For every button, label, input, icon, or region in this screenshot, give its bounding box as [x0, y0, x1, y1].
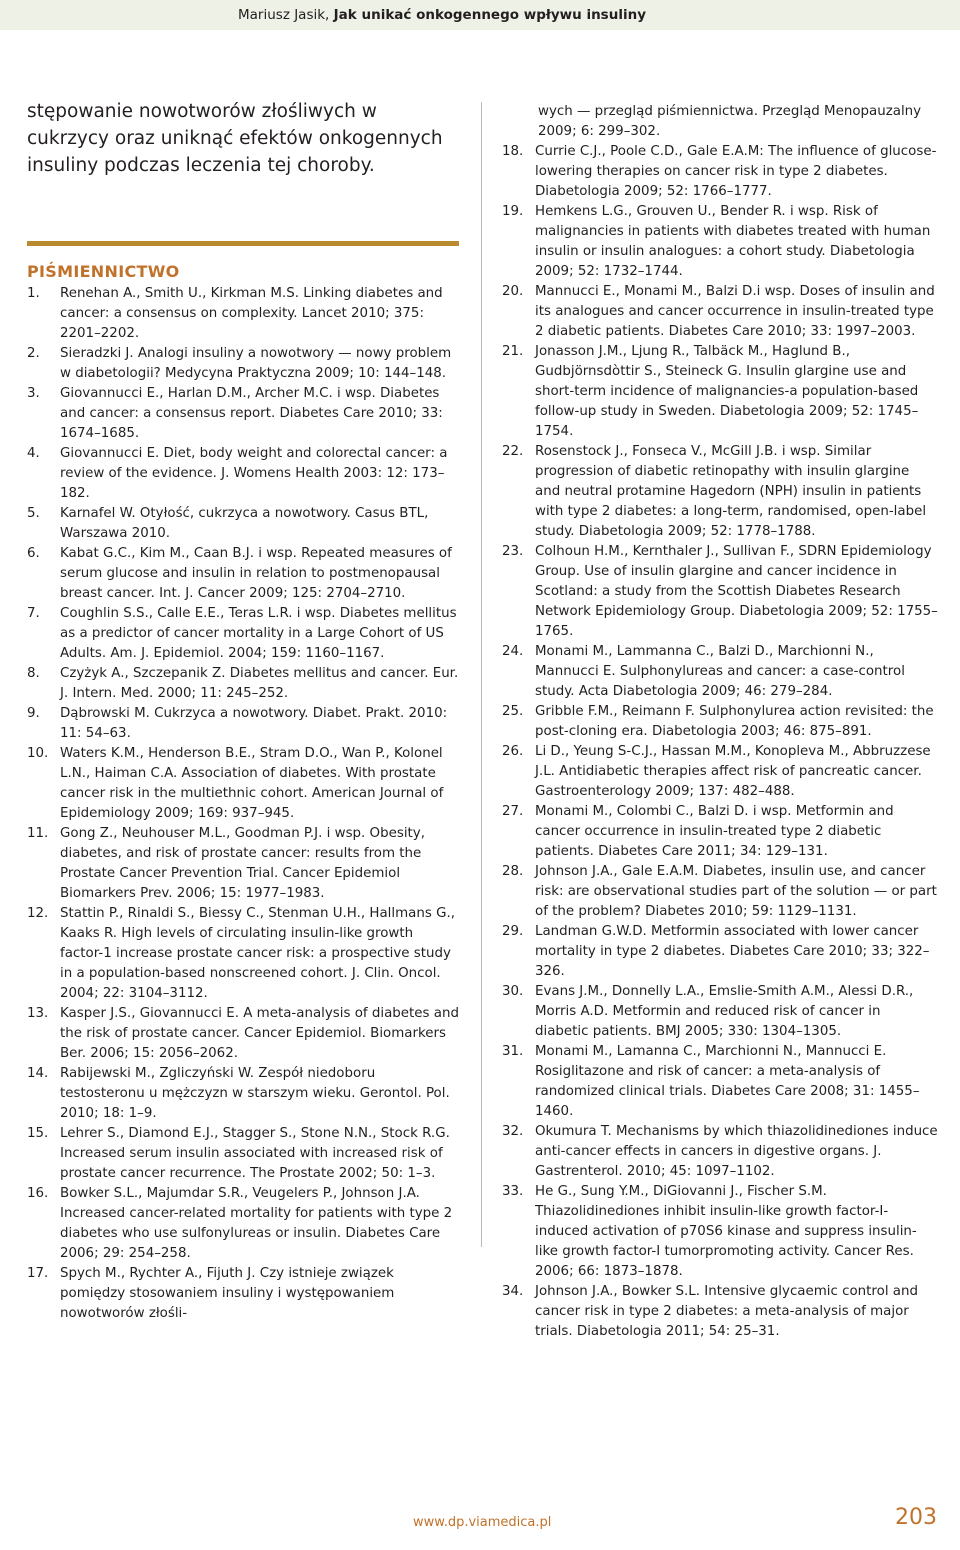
reference-continuation: wych — przegląd piśmiennictwa. Przegląd Menopauzalny 2009; 6: 299–302. [538, 104, 922, 139]
reference-item [27, 544, 459, 604]
reference-number: 17. [27, 1266, 49, 1281]
running-header-text [238, 7, 646, 23]
reference-item [502, 202, 938, 282]
reference-text: Monami M., Colombi C., Balzi D. i wsp. Metformin and cancer occurrence in insulin-treated type 2 diabetic patients. Diabetes Care 2011; 34: 129–131. [535, 804, 894, 859]
reference-text: Currie C.J., Poole C.D., Gale E.A.M: The influence of glucose-lowering therapies on cancer risk in type 2 diabetes. Diabetologia 2009; 52: 1766–1777. [535, 144, 937, 199]
reference-number: 27. [502, 804, 524, 819]
reference-number: 25. [502, 704, 524, 719]
page-number: 203 [895, 1505, 937, 1530]
references-heading: PIŚMIENNICTWO [27, 262, 180, 281]
references-list-left [27, 284, 459, 1324]
reference-number: 6. [27, 546, 40, 561]
reference-number: 3. [27, 386, 40, 401]
reference-item [27, 384, 459, 444]
reference-text: Rosenstock J., Fonseca V., McGill J.B. i wsp. Similar progression of diabetic retinopathy with insulin glargine and neutral protamine Hagedorn (NPH) insulin in patients with type 2 diabetes: a long-term, randomised, open-label study. Diabetologia 2009; 52: 1778–1788. [535, 444, 927, 539]
section-divider [27, 241, 459, 246]
reference-item [502, 542, 938, 642]
running-header [0, 0, 960, 30]
reference-item [502, 862, 938, 922]
reference-text: Czyżyk A., Szczepanik Z. Diabetes mellitus and cancer. Eur. J. Intern. Med. 2000; 11: 245–252. [60, 666, 459, 701]
reference-text: Johnson J.A., Bowker S.L. Intensive glycaemic control and cancer risk in type 2 diabetes: a meta-analysis of major trials. Diabetologia 2011; 54: 25–31. [535, 1284, 918, 1339]
reference-number: 16. [27, 1186, 49, 1201]
reference-item [27, 444, 459, 504]
reference-item [502, 1182, 938, 1282]
reference-text: Dąbrowski M. Cukrzyca a nowotwory. Diabet. Prakt. 2010: 11: 54–63. [60, 706, 448, 741]
reference-number: 2. [27, 346, 40, 361]
reference-item [502, 1122, 938, 1182]
reference-number: 18. [502, 144, 524, 159]
reference-text: Spych M., Rychter A., Fijuth J. Czy istnieje związek pomiędzy stosowaniem insuliny i występowaniem nowotworów złośli- [60, 1266, 395, 1321]
reference-item [27, 504, 459, 544]
reference-number: 10. [27, 746, 49, 761]
reference-text: Okumura T. Mechanisms by which thiazolidinediones induce anti-cancer effects in cancers in digestive organs. J. Gastrenterol. 2010; 45: 1097–1102. [535, 1124, 938, 1179]
reference-number: 20. [502, 284, 524, 299]
reference-item [27, 1184, 459, 1264]
reference-number: 19. [502, 204, 524, 219]
reference-text: Monami M., Lammanna C., Balzi D., Marchionni N., Mannucci E. Sulphonylureas and cancer: a case-control study. Acta Diabetologia 2009; 46: 279–284. [535, 644, 905, 699]
journal-url[interactable]: www.dp.viamedica.pl [413, 1515, 552, 1530]
reference-text: Jonasson J.M., Ljung R., Talbäck M., Haglund B., Gudbjörnsdòttir S., Steineck G. Insulin glargine use and short-term incidence of malignancies-a population-based follow-up study in Sweden. Diabetologia 2009; 52: 1745–1754. [535, 344, 919, 439]
reference-item [27, 1064, 459, 1124]
reference-text: Rabijewski M., Zgliczyński W. Zespół niedoboru testosteronu u mężczyzn w starszym wieku. Gerontol. Pol. 2010; 18: 1–9. [60, 1066, 450, 1121]
reference-text: Li D., Yeung S-C.J., Hassan M.M., Konopleva M., Abbruzzese J.L. Antidiabetic therapies affect risk of pancreatic cancer. Gastroenterology 2009; 137: 482–488. [535, 744, 931, 799]
reference-number: 24. [502, 644, 524, 659]
reference-text: Giovannucci E., Harlan D.M., Archer M.C. i wsp. Diabetes and cancer: a consensus report. Diabetes Care 2010; 33: 1674–1685. [60, 386, 443, 441]
reference-number: 5. [27, 506, 40, 521]
reference-item [502, 142, 938, 202]
reference-text: Mannucci E., Monami M., Balzi D.i wsp. Doses of insulin and its analogues and cancer occurrence in insulin-treated type 2 diabetic patients. Diabetes Care 2010; 33: 1997–2003. [535, 284, 935, 339]
reference-number: 22. [502, 444, 524, 459]
reference-number: 31. [502, 1044, 524, 1059]
header-title: Jak unikać onkogennego wpływu insuliny [333, 7, 646, 23]
references-list-right [502, 142, 938, 1342]
reference-number: 13. [27, 1006, 49, 1021]
reference-item [502, 282, 938, 342]
reference-item [27, 1124, 459, 1184]
reference-text: Renehan A., Smith U., Kirkman M.S. Linking diabetes and cancer: a consensus on complexity. Lancet 2010; 375: 2201–2202. [60, 286, 443, 341]
reference-item [502, 1042, 938, 1122]
reference-item [27, 284, 459, 344]
reference-number: 28. [502, 864, 524, 879]
reference-number: 26. [502, 744, 524, 759]
reference-item [502, 742, 938, 802]
reference-number: 30. [502, 984, 524, 999]
reference-number: 1. [27, 286, 40, 301]
reference-item [27, 664, 459, 704]
reference-item [27, 704, 459, 744]
reference-text: Kabat G.C., Kim M., Caan B.J. i wsp. Repeated measures of serum glucose and insulin in relation to postmenopausal breast cancer. Int. J. Cancer 2009; 125: 2704–2710. [60, 546, 452, 601]
reference-text: Karnafel W. Otyłość, cukrzyca a nowotwory. Casus BTL, Warszawa 2010. [60, 506, 429, 541]
reference-number: 29. [502, 924, 524, 939]
reference-text: Sieradzki J. Analogi insuliny a nowotwory — nowy problem w diabetologii? Medycyna Praktyczna 2009; 10: 144–148. [60, 346, 452, 381]
reference-text: Colhoun H.M., Kernthaler J., Sullivan F., SDRN Epidemiology Group. Use of insulin glargine and cancer incidence in Scotland: a study from the Scottish Diabetes Research Network Epidemiology Group. Diabetologia 2009; 52: 1755–1765. [535, 544, 938, 639]
right-column [502, 102, 938, 1342]
reference-item [27, 1264, 459, 1324]
reference-text: Giovannucci E. Diet, body weight and colorectal cancer: a review of the evidence. J. Womens Health 2003: 12: 173–182. [60, 446, 448, 501]
reference-text: Landman G.W.D. Metformin associated with lower cancer mortality in type 2 diabetes. Diabetes Care 2010; 33; 322–326. [535, 924, 930, 979]
reference-item [502, 802, 938, 862]
reference-text: Waters K.M., Henderson B.E., Stram D.O., Wan P., Kolonel L.N., Haiman C.A. Association of diabetes. With prostate cancer risk in the multiethnic cohort. American Journal of Epidemiology 2009; 169: 937–945. [60, 746, 444, 821]
left-column [27, 98, 459, 179]
reference-text: Monami M., Lamanna C., Marchionni N., Mannucci E. Rosiglitazone and risk of cancer: a meta-analysis of randomized clinical trials. Diabetes Care 2008; 31: 1455–1460. [535, 1044, 920, 1119]
reference-text: Evans J.M., Donnelly L.A., Emslie-Smith A.M., Alessi D.R., Morris A.D. Metformin and reduced risk of cancer in diabetic patients. BMJ 2005; 330: 1304–1305. [535, 984, 914, 1039]
reference-text: He G., Sung Y.M., DiGiovanni J., Fischer S.M. Thiazolidinediones inhibit insulin-like growth factor-I-induced activation of p70S6 kinase and suppress insulin-like growth factor-I tumorpromoting activity. Cancer Res. 2006; 66: 1873–1878. [535, 1184, 917, 1279]
reference-number: 15. [27, 1126, 49, 1141]
reference-number: 21. [502, 344, 524, 359]
reference-number: 12. [27, 906, 49, 921]
reference-item [27, 1004, 459, 1064]
reference-item [27, 824, 459, 904]
column-divider [481, 102, 482, 1247]
reference-item [27, 344, 459, 384]
reference-number: 14. [27, 1066, 49, 1081]
reference-item [502, 442, 938, 542]
reference-text: Hemkens L.G., Grouven U., Bender R. i wsp. Risk of malignancies in patients with diabetes treated with human insulin or insulin analogues: a cohort study. Diabetologia 2009; 52: 1732–1744. [535, 204, 931, 279]
reference-number: 32. [502, 1124, 524, 1139]
reference-item [27, 904, 459, 1004]
reference-text: Gribble F.M., Reimann F. Sulphonylurea action revisited: the post-cloning era. Diabetologia 2003; 46: 875–891. [535, 704, 934, 739]
reference-text: Gong Z., Neuhouser M.L., Goodman P.J. i wsp. Obesity, diabetes, and risk of prostate cancer: results from the Prostate Cancer Prevention Trial. Cancer Epidemiol Biomarkers Prev. 2006; 15: 1977–1983. [60, 826, 425, 901]
reference-number: 9. [27, 706, 40, 721]
reference-text: Kasper J.S., Giovannucci E. A meta-analysis of diabetes and the risk of prostate cancer. Cancer Epidemiol. Biomarkers Ber. 2006; 15: 2056–2062. [60, 1006, 459, 1061]
reference-item [502, 922, 938, 982]
reference-item [27, 604, 459, 664]
reference-number: 34. [502, 1284, 524, 1299]
reference-number: 4. [27, 446, 40, 461]
reference-item [502, 702, 938, 742]
reference-text: Stattin P., Rinaldi S., Biessy C., Stenman U.H., Hallmans G., Kaaks R. High levels of circulating insulin-like growth factor-1 increase prostate cancer risk: a prospective study in a population-based nonscreened cohort. J. Clin. Oncol. 2004; 22: 3104–3112. [60, 906, 455, 1001]
reference-text: Johnson J.A., Gale E.A.M. Diabetes, insulin use, and cancer risk: are observational studies part of the solution — or part of the problem? Diabetes 2010; 59: 1129–1131. [535, 864, 937, 919]
reference-number: 11. [27, 826, 49, 841]
reference-text: Bowker S.L., Majumdar S.R., Veugelers P., Johnson J.A. Increased cancer-related mortality for patients with type 2 diabetes who use sulfonylureas or insulin. Diabetes Care 2006; 29: 254–258. [60, 1186, 453, 1261]
reference-item [502, 1282, 938, 1342]
reference-number: 23. [502, 544, 524, 559]
reference-text: Lehrer S., Diamond E.J., Stagger S., Stone N.N., Stock R.G. Increased serum insulin associated with increased risk of prostate cancer recurrence. The Prostate 2002; 50: 1–3. [60, 1126, 450, 1181]
reference-number: 33. [502, 1184, 524, 1199]
header-author: Mariusz Jasik, [238, 7, 330, 23]
reference-item [502, 642, 938, 702]
intro-paragraph: stępowanie nowotworów złośliwych w cukrzycy oraz uniknąć efektów onkogennych insuliny podczas leczenia tej choroby. [27, 101, 443, 176]
reference-item [502, 982, 938, 1042]
reference-number: 8. [27, 666, 40, 681]
reference-item [27, 744, 459, 824]
reference-number: 7. [27, 606, 40, 621]
reference-text: Coughlin S.S., Calle E.E., Teras L.R. i wsp. Diabetes mellitus as a predictor of cancer mortality in a Large Cohort of US Adults. Am. J. Epidemiol. 2004; 159: 1160–1167. [60, 606, 457, 661]
reference-item [502, 342, 938, 442]
